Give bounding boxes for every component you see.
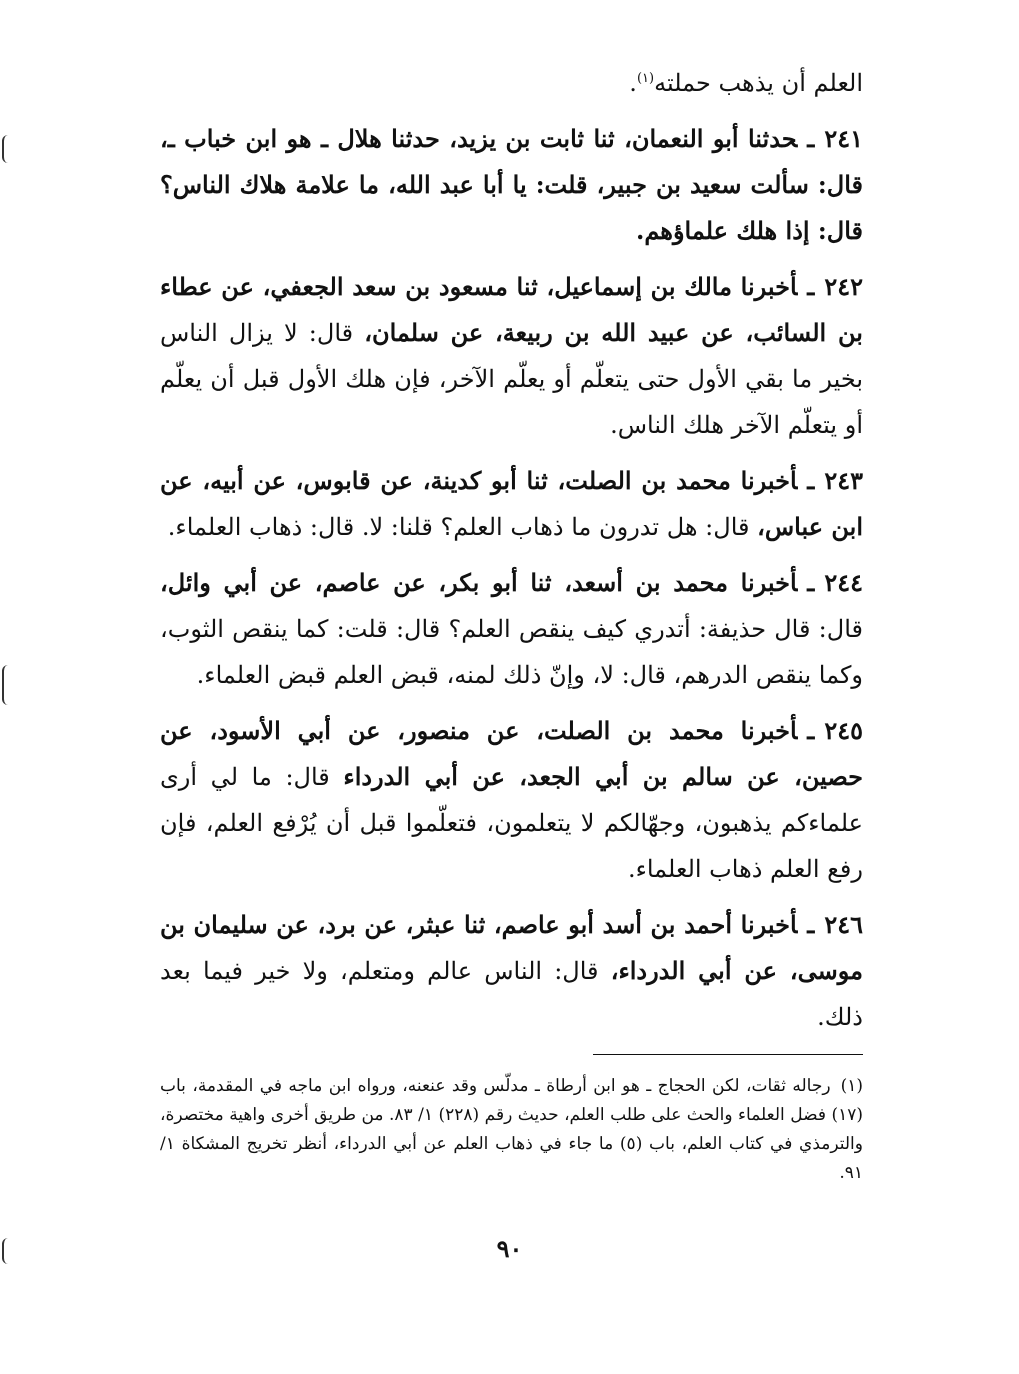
- hadith-243: [160, 458, 863, 550]
- hadith-number: ٢٤١: [824, 124, 863, 153]
- hadith-number: ٢٤٥: [824, 716, 863, 745]
- hadith-number: ٢٤٦: [824, 910, 863, 939]
- hadith-isnad: أخبرنا مالك بن إسماعيل، ثنا مسعود بن سعد الجعفي، عن عطاء بن السائب، عن عبيد الله بن ربيعة، عن سلمان،: [160, 272, 863, 347]
- hadith-number: ٢٤٢: [824, 272, 863, 301]
- hadith-dash: ـ: [807, 466, 815, 495]
- hadith-matn: قال: لا يزال الناس بخير ما بقي الأول حتى يتعلّم أو يعلّم الآخر، فإن هلك الأول قبل أن يعلّم أو يتعلّم الآخر هلك الناس.: [160, 319, 863, 439]
- hadith-matn: قال: هل تدرون ما ذهاب العلم؟ قلنا: لا. قال: ذهاب العلماء.: [167, 513, 758, 541]
- footnote-divider: [593, 1054, 863, 1055]
- hadith-matn: قال: الناس عالم ومتعلم، ولا خير فيما بعد ذلك.: [160, 957, 863, 1031]
- intro-end: .: [629, 69, 637, 97]
- hadith-241: [160, 116, 863, 254]
- hadith-matn: قال: قال حذيفة: أتدري كيف ينقص العلم؟ قال: قلت: كما ينقص الثوب، وكما ينقص الدرهم، قال: لا، وإنّ ذلك لمنه، قبض العلم قبض العلماء.: [160, 615, 863, 689]
- hadith-isnad: أخبرنا أحمد بن أسد أبو عاصم، ثنا عبثر، عن برد، عن سليمان بن موسى، عن أبي الدرداء،: [160, 910, 863, 985]
- hadith-number: ٢٤٣: [824, 466, 863, 495]
- footnote-text: رجاله ثقات، لكن الحجاج ـ هو ابن أرطاة ـ مدلّس وقد عنعنه، ورواه ابن ماجه في المقدمة، باب (١٧) فضل العلماء والحث على طلب العلم، حديث رقم (٢٢٨) ١/ ٨٣. من طريق أخرى واهية مختصرة، والترمذي في كتاب العلم، باب (٥) ما جاء في ذهاب العلم عن أبي الدرداء، أنظر تخريج المشكاة ١/ ٩١.: [160, 1076, 863, 1183]
- hadith-dash: ـ: [807, 910, 815, 939]
- intro-line: [160, 60, 863, 106]
- hadith-dash: ـ: [807, 124, 815, 153]
- hadith-dash: ـ: [807, 568, 815, 597]
- hadith-number: ٢٤٤: [824, 568, 863, 597]
- scan-edge-mark: [2, 665, 10, 705]
- hadith-isnad: أخبرنا محمد بن الصلت، عن منصور، عن أبي الأسود، عن حصين، عن سالم بن أبي الجعد، عن أبي الدرداء: [160, 716, 863, 791]
- hadith-isnad: أخبرنا محمد بن الصلت، ثنا أبو كدينة، عن قابوس، عن أبيه، عن ابن عباس،: [160, 466, 863, 541]
- footnote-marker[interactable]: (١): [636, 71, 655, 86]
- intro-text: العلم أن يذهب حملته: [654, 69, 863, 97]
- scan-edge-mark: [2, 135, 10, 163]
- hadith-242: [160, 264, 863, 448]
- hadith-245: [160, 708, 863, 892]
- footnote: [160, 1072, 863, 1188]
- hadith-isnad: أخبرنا محمد بن أسعد، ثنا أبو بكر، عن عاصم، عن أبي وائل،: [160, 568, 798, 597]
- hadith-dash: ـ: [807, 716, 815, 745]
- hadith-244: [160, 560, 863, 698]
- hadith-isnad: حدثنا أبو النعمان، ثنا ثابت بن يزيد، حدثنا هلال ـ هو ابن خباب ـ، قال: سألت سعيد بن جبير، قلت: يا أبا عبد الله، ما علامة هلاك الناس؟ قال: إذا هلك علماؤهم.: [160, 124, 863, 245]
- page-body: [160, 60, 863, 1205]
- hadith-dash: ـ: [807, 272, 815, 301]
- hadith-246: [160, 902, 863, 1040]
- hadith-matn: قال: ما لي أرى علماءكم يذهبون، وجهّالكم لا يتعلمون، فتعلّموا قبل أن يُرْفع العلم، فإن رفع العلم ذهاب العلماء.: [160, 763, 863, 883]
- page-number: ٩٠: [496, 1234, 523, 1263]
- footnote-number: (١): [840, 1076, 863, 1096]
- scan-edge-mark: [2, 1238, 10, 1264]
